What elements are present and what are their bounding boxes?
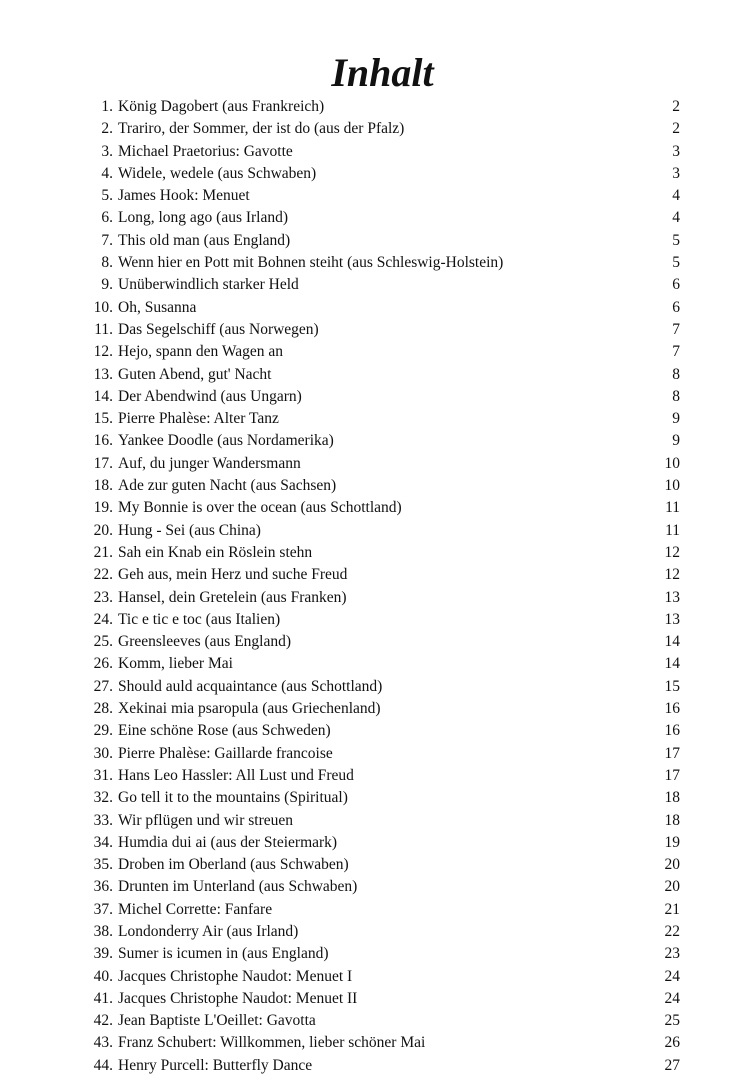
toc-entry-number: 24. (93, 610, 113, 628)
toc-entry-title: Droben im Oberland (aus Schwaben) (118, 856, 349, 874)
toc-entry-title: Sah ein Knab ein Röslein stehn (118, 543, 313, 561)
toc-entry (0, 966, 750, 988)
toc-entry-page: 12 (664, 543, 680, 561)
toc-entry (0, 899, 750, 921)
toc-entry-page: 21 (664, 900, 680, 918)
toc-entry-page: 11 (665, 521, 680, 539)
toc-entry-title: Ade zur guten Nacht (aus Sachsen) (118, 477, 337, 495)
toc-entry-number: 29. (93, 722, 113, 740)
toc-entry-number: 28. (93, 700, 113, 718)
toc-entry-page: 13 (664, 610, 680, 628)
toc-entry (0, 475, 750, 497)
toc-entry (0, 1032, 750, 1054)
toc-entry (0, 587, 750, 609)
toc-entry (0, 609, 750, 631)
toc-entry-number: 41. (93, 989, 113, 1007)
toc-entry-number: 38. (93, 922, 113, 940)
toc-entry-page: 18 (664, 811, 680, 829)
toc-entry-title: Hansel, dein Gretelein (aus Franken) (118, 588, 347, 606)
toc-entry-number: 6. (101, 209, 113, 227)
toc-entry-page: 15 (664, 677, 680, 695)
toc-entry-title: Michel Corrette: Fanfare (118, 900, 273, 918)
toc-entry-title: Komm, lieber Mai (118, 655, 233, 673)
table-of-contents (0, 96, 750, 1077)
toc-entry-page: 11 (665, 499, 680, 517)
toc-entry-page: 13 (664, 588, 680, 606)
toc-entry-title: Jacques Christophe Naudot: Menuet II (118, 989, 358, 1007)
toc-entry (0, 386, 750, 408)
toc-entry (0, 118, 750, 140)
toc-entry-number: 32. (93, 789, 113, 807)
toc-entry (0, 542, 750, 564)
toc-entry-page: 27 (664, 1056, 680, 1074)
toc-entry (0, 631, 750, 653)
toc-entry (0, 1010, 750, 1032)
toc-entry-title: Tic e tic e toc (aus Italien) (118, 610, 281, 628)
toc-entry-title: Oh, Susanna (118, 298, 197, 316)
toc-entry-number: 15. (93, 410, 113, 428)
toc-entry-number: 25. (93, 633, 113, 651)
toc-entry-number: 31. (93, 766, 113, 784)
toc-entry-title: Londonderry Air (aus Irland) (118, 922, 299, 940)
toc-entry (0, 921, 750, 943)
toc-entry-number: 19. (93, 499, 113, 517)
toc-entry (0, 141, 750, 163)
toc-entry-title: James Hook: Menuet (118, 187, 250, 205)
toc-entry-title: Greensleeves (aus England) (118, 633, 292, 651)
toc-entry-title: Michael Praetorius: Gavotte (118, 142, 293, 160)
toc-entry (0, 430, 750, 452)
toc-entry-page: 8 (672, 387, 680, 405)
toc-entry-page: 2 (672, 98, 680, 115)
toc-entry-page: 24 (664, 989, 680, 1007)
toc-entry-page: 23 (664, 945, 680, 963)
toc-entry-title: Go tell it to the mountains (Spiritual) (118, 789, 348, 807)
toc-entry (0, 810, 750, 832)
toc-entry-number: 27. (93, 677, 113, 695)
toc-entry-number: 30. (93, 744, 113, 762)
toc-entry-page: 19 (664, 833, 680, 851)
toc-entry (0, 988, 750, 1010)
toc-entry-page: 26 (664, 1034, 680, 1052)
toc-entry-page: 22 (664, 922, 680, 940)
toc-entry-page: 2 (672, 120, 680, 138)
toc-entry-page: 12 (664, 566, 680, 584)
toc-entry (0, 1055, 750, 1077)
toc-entry-number: 26. (93, 655, 113, 673)
toc-entry-number: 36. (93, 878, 113, 896)
toc-entry-title: Hung - Sei (aus China) (118, 521, 261, 539)
toc-entry (0, 341, 750, 363)
toc-entry-page: 17 (664, 766, 680, 784)
toc-entry (0, 743, 750, 765)
toc-entry-title: Xekinai mia psaropula (aus Griechenland) (118, 700, 381, 718)
toc-entry (0, 564, 750, 586)
toc-entry-number: 44. (93, 1056, 113, 1074)
toc-entry-title: My Bonnie is over the ocean (aus Schottland) (118, 499, 402, 517)
toc-entry-number: 11. (94, 320, 113, 338)
toc-entry-number: 12. (93, 343, 113, 361)
toc-entry-title: Should auld acquaintance (aus Schottland) (118, 677, 383, 695)
toc-entry-page: 7 (672, 320, 680, 338)
toc-entry-page: 6 (672, 298, 680, 316)
page-title: Inhalt (331, 49, 434, 95)
toc-entry (0, 720, 750, 742)
toc-entry (0, 453, 750, 475)
toc-entry (0, 185, 750, 207)
toc-entry-number: 22. (93, 566, 113, 584)
toc-entry (0, 163, 750, 185)
toc-entry-number: 33. (93, 811, 113, 829)
toc-entry-title: Yankee Doodle (aus Nordamerika) (118, 432, 334, 450)
toc-entry-number: 20. (93, 521, 113, 539)
toc-entry-title: Jacques Christophe Naudot: Menuet I (118, 967, 353, 985)
toc-entry-number: 17. (93, 454, 113, 472)
toc-entry (0, 497, 750, 519)
toc-entry-number: 34. (93, 833, 113, 851)
toc-entry-title: This old man (aus England) (118, 231, 291, 249)
toc-entry-number: 13. (93, 365, 113, 383)
toc-entry-title: Wenn hier en Pott mit Bohnen steiht (aus Schleswig-Holstein) (118, 254, 504, 272)
toc-entry-page: 18 (664, 789, 680, 807)
toc-entry-page: 7 (672, 343, 680, 361)
toc-entry-number: 43. (93, 1034, 113, 1052)
toc-entry-number: 7. (101, 231, 113, 249)
toc-entry-page: 16 (664, 722, 680, 740)
toc-entry-page: 20 (664, 878, 680, 896)
toc-entry-page: 5 (672, 231, 680, 249)
toc-entry (0, 943, 750, 965)
toc-entry-page: 4 (672, 187, 680, 205)
toc-entry (0, 364, 750, 386)
toc-entry (0, 408, 750, 430)
toc-entry (0, 832, 750, 854)
toc-entry (0, 252, 750, 274)
toc-entry-title: Unüberwindlich starker Held (118, 276, 299, 294)
toc-entry (0, 765, 750, 787)
toc-entry (0, 319, 750, 341)
toc-entry-number: 9. (101, 276, 113, 294)
toc-entry (0, 230, 750, 252)
toc-entry-number: 42. (93, 1012, 113, 1030)
toc-entry-title: Pierre Phalèse: Gaillarde francoise (118, 744, 333, 762)
toc-entry-number: 37. (93, 900, 113, 918)
toc-entry-page: 25 (664, 1012, 680, 1030)
toc-entry (0, 854, 750, 876)
toc-entry-page: 20 (664, 856, 680, 874)
toc-entry (0, 274, 750, 296)
toc-entry-page: 10 (664, 454, 680, 472)
toc-entry-page: 16 (664, 700, 680, 718)
toc-entry-title: Wir pflügen und wir streuen (118, 811, 293, 829)
toc-entry-title: Drunten im Unterland (aus Schwaben) (118, 878, 358, 896)
toc-entry-page: 9 (672, 432, 680, 450)
toc-entry-number: 8. (101, 254, 113, 272)
toc-entry-title: Pierre Phalèse: Alter Tanz (118, 410, 279, 428)
toc-entry-number: 23. (93, 588, 113, 606)
toc-entry-title: Jean Baptiste L'Oeillet: Gavotta (118, 1012, 316, 1030)
toc-entry-page: 14 (664, 633, 680, 651)
toc-entry-title: Humdia dui ai (aus der Steiermark) (118, 833, 338, 851)
toc-entry-title: Guten Abend, gut' Nacht (118, 365, 272, 383)
toc-entry (0, 520, 750, 542)
toc-entry-title: Eine schöne Rose (aus Schweden) (118, 722, 331, 740)
toc-entry-title: Franz Schubert: Willkommen, lieber schöner Mai (118, 1034, 426, 1052)
toc-entry (0, 698, 750, 720)
toc-entry-page: 3 (672, 142, 680, 160)
toc-entry-title: Geh aus, mein Herz und suche Freud (118, 566, 348, 584)
toc-entry-title: Auf, du junger Wandersmann (118, 454, 301, 472)
toc-entry-number: 40. (93, 967, 113, 985)
toc-entry (0, 676, 750, 698)
toc-entry-page: 14 (664, 655, 680, 673)
toc-entry-number: 39. (93, 945, 113, 963)
toc-entry-number: 4. (101, 164, 113, 182)
toc-entry-title: Henry Purcell: Butterfly Dance (118, 1056, 313, 1074)
toc-entry-number: 3. (101, 142, 113, 160)
toc-entry-page: 9 (672, 410, 680, 428)
toc-entry-page: 4 (672, 209, 680, 227)
toc-entry-title: Hejo, spann den Wagen an (118, 343, 284, 361)
toc-entry-page: 3 (672, 164, 680, 182)
toc-entry-title: Das Segelschiff (aus Norwegen) (118, 320, 319, 338)
toc-entry-title: Long, long ago (aus Irland) (118, 209, 289, 227)
toc-entry-number: 1. (101, 98, 113, 115)
toc-entry-title: Sumer is icumen in (aus England) (118, 945, 329, 963)
toc-entry (0, 876, 750, 898)
toc-entry-page: 5 (672, 254, 680, 272)
toc-entry-number: 5. (101, 187, 113, 205)
toc-entry-number: 16. (93, 432, 113, 450)
toc-entry-number: 2. (101, 120, 113, 138)
toc-entry-title: Hans Leo Hassler: All Lust und Freud (118, 766, 354, 784)
toc-entry-title: Der Abendwind (aus Ungarn) (118, 387, 302, 405)
toc-entry-title: Widele, wedele (aus Schwaben) (118, 164, 317, 182)
toc-entry (0, 787, 750, 809)
toc-entry (0, 297, 750, 319)
toc-entry (0, 207, 750, 229)
toc-entry-page: 17 (664, 744, 680, 762)
toc-entry-title: Trariro, der Sommer, der ist do (aus der Pfalz) (118, 120, 405, 138)
toc-entry-page: 10 (664, 477, 680, 495)
toc-entry-number: 21. (93, 543, 113, 561)
toc-entry-number: 18. (93, 477, 113, 495)
toc-entry-number: 35. (93, 856, 113, 874)
toc-entry-number: 10. (93, 298, 113, 316)
toc-entry-page: 6 (672, 276, 680, 294)
toc-entry (0, 96, 750, 118)
toc-entry-number: 14. (93, 387, 113, 405)
toc-entry-title: König Dagobert (aus Frankreich) (118, 98, 325, 115)
toc-entry-page: 8 (672, 365, 680, 383)
toc-entry (0, 653, 750, 675)
toc-entry-page: 24 (664, 967, 680, 985)
